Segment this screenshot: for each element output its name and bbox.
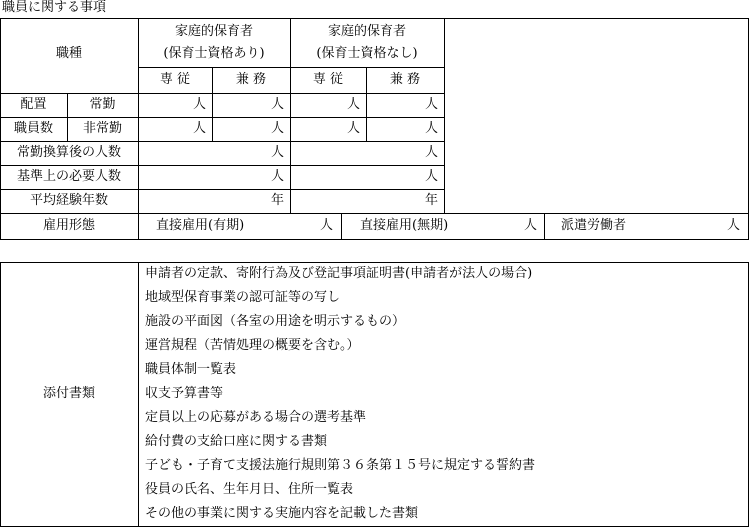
attachment-item: 地域型保育事業の認可証等の写し (145, 290, 341, 305)
unit-cell: 人 (192, 97, 206, 112)
attachment-item: 子ども・子育て支援法施行規則第３６条第１５号に規定する誓約書 (145, 458, 536, 473)
assigned-staff-label-line1: 配置 (20, 97, 47, 112)
employment-label: 雇用形態 (42, 218, 95, 233)
unit-cell: 人 (424, 145, 438, 160)
unit-cell: 人 (270, 169, 284, 184)
unit-cell: 人 (424, 169, 438, 184)
regular-label: 常勤 (89, 97, 116, 112)
direct-indefinite-label: 直接雇用(無期) (360, 218, 449, 233)
unit-cell: 人 (346, 97, 360, 112)
unit-cell: 人 (270, 145, 284, 160)
unit-cell: 人 (726, 218, 740, 233)
unit-cell: 人 (270, 121, 284, 136)
group2-subtitle: (保育士資格なし) (316, 46, 418, 61)
avg-years-label: 平均経験年数 (29, 193, 108, 208)
group2-title: 家庭的保育者 (327, 24, 406, 39)
attachment-item: 役員の氏名、生年月日、住所一覧表 (145, 482, 354, 497)
section-title: 職員に関する事項 (2, 0, 107, 15)
unit-cell: 人 (424, 121, 438, 136)
g1-full-time-header: 専 従 (159, 72, 191, 87)
unit-cell: 年 (424, 193, 438, 208)
unit-cell: 人 (192, 121, 206, 136)
attachment-item: 収支予算書等 (145, 386, 224, 401)
attachment-item: 定員以上の応募がある場合の選考基準 (145, 410, 367, 425)
attachment-item: その他の事業に関する実施内容を記載した書類 (145, 506, 419, 521)
attachments-label: 添付書類 (42, 386, 95, 401)
attachment-item: 職員体制一覧表 (145, 362, 237, 377)
g2-full-time-header: 専 従 (312, 72, 344, 87)
g2-part-time-header: 兼 務 (389, 72, 421, 87)
attachment-item: 施設の平面図（各室の用途を明示するもの） (145, 314, 406, 329)
job-type-label: 職種 (55, 46, 82, 61)
attachment-item: 運営規程（苦情処理の概要を含む。） (145, 338, 360, 353)
group1-subtitle: (保育士資格あり) (163, 46, 265, 61)
unit-cell: 人 (424, 97, 438, 112)
unit-cell: 人 (523, 218, 537, 233)
dispatch-label: 派遣労働者 (561, 218, 627, 233)
unit-cell: 人 (270, 97, 284, 112)
attachment-item: 申請者の定款、寄附行為及び登記事項証明書(申請者が法人の場合) (145, 266, 533, 281)
attachment-item: 給付費の支給口座に関する書類 (145, 434, 328, 449)
required-label: 基準上の必要人数 (16, 169, 121, 184)
group1-title: 家庭的保育者 (174, 24, 253, 39)
assigned-staff-label-line2: 職員数 (13, 121, 53, 136)
unit-cell: 年 (270, 193, 284, 208)
fte-label: 常勤換算後の人数 (16, 145, 121, 160)
g1-part-time-header: 兼 務 (235, 72, 267, 87)
unit-cell: 人 (346, 121, 360, 136)
irregular-label: 非常勤 (82, 121, 122, 136)
unit-cell: 人 (319, 218, 333, 233)
direct-fixed-label: 直接雇用(有期) (156, 218, 245, 233)
